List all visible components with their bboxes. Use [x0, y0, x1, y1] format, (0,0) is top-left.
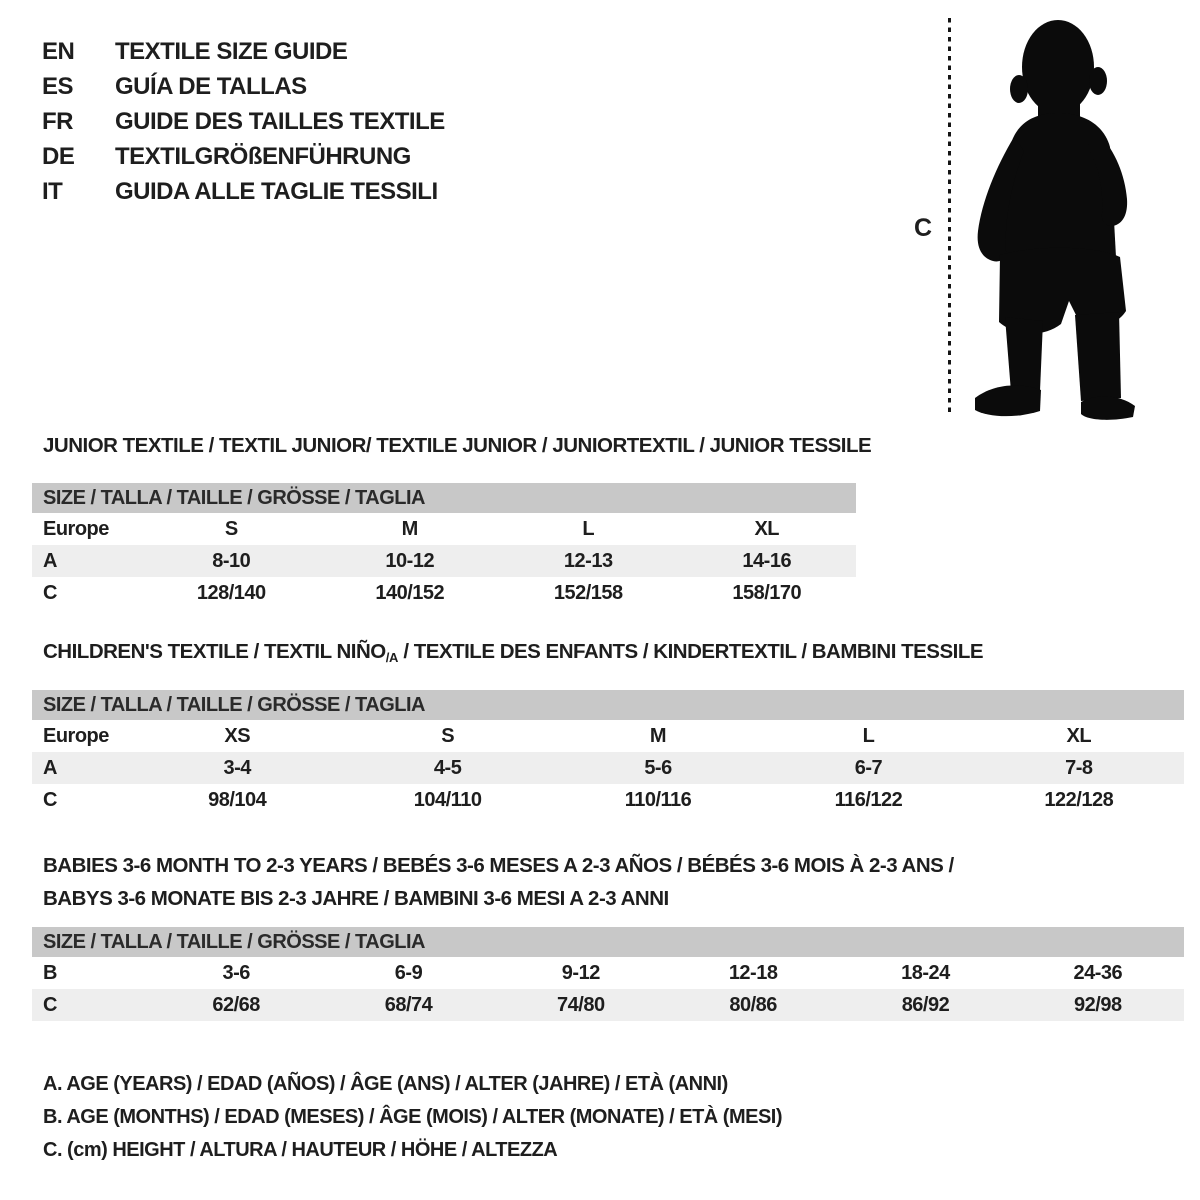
- children-title-subscript: /A: [385, 650, 399, 665]
- value-cell: 18-24: [901, 961, 950, 984]
- language-row-en: [42, 34, 445, 69]
- value-cell: 4-5: [433, 756, 462, 779]
- children-title-part2: / TEXTILE DES ENFANTS / KINDERTEXTIL / BAMBINI TESSILE: [398, 640, 984, 663]
- language-label: TEXTILE SIZE GUIDE: [115, 37, 348, 65]
- babies-title-line1: BABIES 3-6 MONTH TO 2-3 YEARS / BEBÉS 3-6 MESES A 2-3 AÑOS / BÉBÉS 3-6 MOIS À 2-3 ANS /: [43, 854, 954, 877]
- size-cell: S: [441, 724, 455, 747]
- language-row-fr: [42, 104, 445, 139]
- babies-size-table: [32, 927, 1184, 1021]
- value-cell: 74/80: [557, 993, 605, 1016]
- children-section-title: [43, 640, 983, 664]
- value-cell: 122/128: [1044, 788, 1114, 811]
- language-row-de: [42, 139, 445, 174]
- value-cell: 10-12: [385, 549, 435, 572]
- row-label: Europe: [43, 724, 109, 747]
- size-cell: XL: [754, 517, 780, 540]
- size-cell: XS: [224, 724, 251, 747]
- table-row-europe: [32, 513, 856, 545]
- value-cell: 62/68: [212, 993, 260, 1016]
- children-title-part1: CHILDREN'S TEXTILE / TEXTIL NIÑO: [43, 640, 386, 663]
- table-row-height: [32, 577, 856, 609]
- value-cell: 68/74: [384, 993, 433, 1016]
- height-measure-dashed-line: [948, 18, 951, 414]
- language-label: GUÍA DE TALLAS: [115, 72, 307, 100]
- language-code: EN: [42, 37, 75, 65]
- row-label: Europe: [43, 517, 109, 540]
- junior-section-title: JUNIOR TEXTILE / TEXTIL JUNIOR/ TEXTILE JUNIOR / JUNIORTEXTIL / JUNIOR TESSILE: [43, 434, 872, 457]
- value-cell: 86/92: [901, 993, 950, 1016]
- table-row-age: [32, 545, 856, 577]
- value-cell: 14-16: [742, 549, 792, 572]
- height-measure-label: C: [914, 214, 932, 242]
- language-row-it: [42, 174, 445, 209]
- value-cell: 12-13: [563, 549, 613, 572]
- table-row-height: [32, 989, 1184, 1021]
- size-cell: XL: [1066, 724, 1092, 747]
- value-cell: 128/140: [196, 581, 266, 604]
- table-row-age-months: [32, 957, 1184, 989]
- language-label: GUIDA ALLE TAGLIE TESSILI: [115, 177, 438, 205]
- language-label: GUIDE DES TAILLES TEXTILE: [115, 107, 445, 135]
- row-label: C: [43, 993, 57, 1016]
- value-cell: 110/116: [624, 788, 692, 811]
- size-cell: S: [224, 517, 238, 540]
- value-cell: 104/110: [413, 788, 482, 811]
- table-row-height: [32, 784, 1184, 816]
- table-row-europe: [32, 720, 1184, 752]
- babies-section-title: [43, 849, 954, 915]
- value-cell: 116/122: [834, 788, 903, 811]
- value-cell: 80/86: [729, 993, 777, 1016]
- legend-line-height: C. (cm) HEIGHT / ALTURA / HAUTEUR / HÖHE / ALTEZZA: [43, 1139, 558, 1161]
- language-code: DE: [42, 142, 75, 170]
- legend-line-age-years: A. AGE (YEARS) / EDAD (AÑOS) / ÂGE (ANS) / ALTER (JAHRE) / ETÀ (ANNI): [43, 1073, 728, 1095]
- value-cell: 6-9: [394, 961, 423, 984]
- value-cell: 98/104: [208, 788, 267, 811]
- value-cell: 9-12: [561, 961, 600, 984]
- value-cell: 158/170: [732, 581, 802, 604]
- row-label: C: [43, 581, 57, 604]
- size-cell: L: [862, 724, 875, 747]
- value-cell: 24-36: [1073, 961, 1123, 984]
- language-code: IT: [42, 177, 63, 205]
- language-label: TEXTILGRÖßENFÜHRUNG: [115, 142, 411, 170]
- legend-block: [43, 1068, 782, 1167]
- row-label: B: [43, 961, 57, 984]
- row-label: A: [43, 756, 57, 779]
- babies-title-line2: BABYS 3-6 MONATE BIS 2-3 JAHRE / BAMBINI 3-6 MESI A 2-3 ANNI: [43, 887, 669, 910]
- junior-size-table: [32, 483, 856, 609]
- size-cell: M: [401, 517, 418, 540]
- value-cell: 140/152: [375, 581, 445, 604]
- value-cell: 7-8: [1065, 756, 1093, 779]
- value-cell: 6-7: [854, 756, 883, 779]
- legend-line-age-months: B. AGE (MONTHS) / EDAD (MESES) / ÂGE (MOIS) / ALTER (MONATE) / ETÀ (MESI): [43, 1106, 783, 1128]
- language-code: ES: [42, 72, 74, 100]
- value-cell: 8-10: [212, 549, 251, 572]
- row-label: A: [43, 549, 57, 572]
- size-cell: M: [649, 724, 667, 747]
- table-caption: SIZE / TALLA / TAILLE / GRÖSSE / TAGLIA: [32, 690, 1184, 720]
- language-row-es: [42, 69, 445, 104]
- children-size-table: [32, 690, 1184, 816]
- table-row-age: [32, 752, 1184, 784]
- table-caption: SIZE / TALLA / TAILLE / GRÖSSE / TAGLIA: [32, 483, 856, 513]
- row-label: C: [43, 788, 57, 811]
- size-cell: L: [582, 517, 595, 540]
- value-cell: 152/158: [553, 581, 623, 604]
- language-header-block: [42, 34, 445, 209]
- value-cell: 3-6: [222, 961, 250, 984]
- value-cell: 12-18: [728, 961, 778, 984]
- language-code: FR: [42, 107, 73, 135]
- value-cell: 3-4: [223, 756, 251, 779]
- value-cell: 5-6: [644, 756, 672, 779]
- value-cell: 92/98: [1074, 993, 1122, 1016]
- table-caption: SIZE / TALLA / TAILLE / GRÖSSE / TAGLIA: [32, 927, 1184, 957]
- toddler-silhouette: [968, 15, 1140, 420]
